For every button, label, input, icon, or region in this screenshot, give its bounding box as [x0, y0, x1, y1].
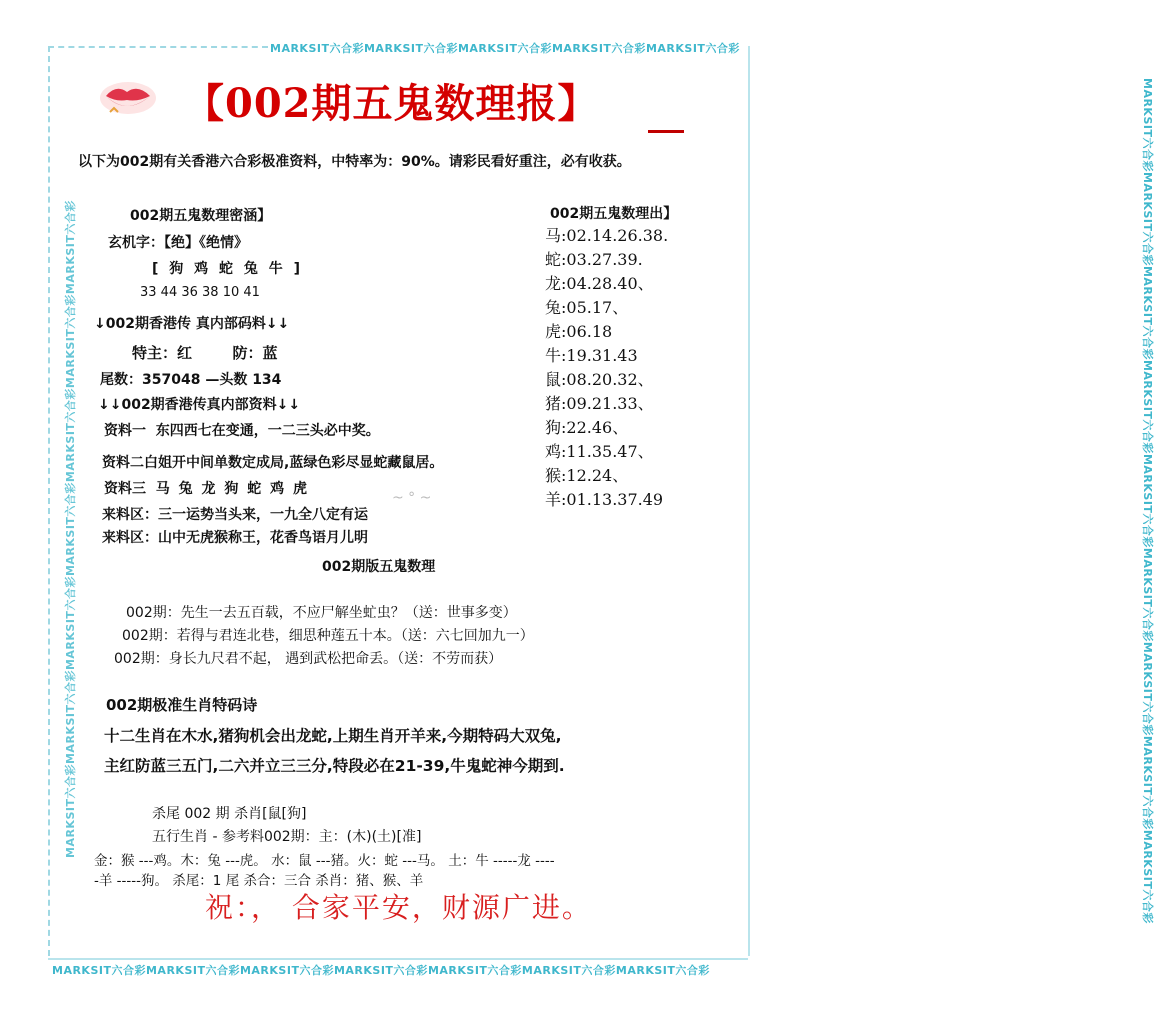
- secret-heading: 002期五鬼数理密涵】: [130, 208, 272, 224]
- data-three-label: 资料三: [104, 481, 146, 497]
- riddle-line: 002期：身长九尺君不起， 遇到武松把命丢。（送：不劳而获）: [114, 651, 503, 667]
- guard-value: 蓝: [262, 344, 278, 362]
- data-two-line: 资料二白姐开中间单数定成局,蓝绿色彩尽显蛇藏鼠居。: [102, 455, 444, 471]
- riddle-line: 002期：若得与君连北巷，细思种莲五十本。（送：六七回加九一）: [122, 628, 534, 644]
- watermark-right: MARKSIT六合彩MARKSIT六合彩MARKSIT六合彩MARKSIT六合彩MARKSIT六合彩MARKSIT六合彩MARKSIT六合彩MARKSIT六合彩MARKSIT六合彩: [1141, 78, 1154, 924]
- zodiac-row: 兔:05.17、: [545, 298, 629, 317]
- zodiac-row: 狗:22.46、: [545, 418, 629, 437]
- data-one-label: 资料一: [104, 423, 146, 439]
- poem-line-1: 十二生肖在木水,猪狗机会出龙蛇,上期生肖开羊来,今期特码大双兔,: [104, 727, 562, 745]
- zodiac-row: 马:02.14.26.38.: [545, 226, 669, 245]
- intro-text: 以下为002期有关香港六合彩极准资料，中特率为：90%。请彩民看好重注，必有收获。: [78, 154, 631, 170]
- element-line-2: -羊 -----狗。 杀尾：1 尾 杀合：三合 杀肖：猪、猴、羊: [94, 873, 424, 889]
- zodiac-row: 羊:01.13.37.49: [545, 490, 664, 509]
- zodiac-row: 鼠:08.20.32、: [545, 370, 654, 389]
- zodiac-row: 牛:19.31.43: [545, 346, 638, 365]
- mystery-line: [108, 232, 248, 252]
- kill-tail-line: 杀尾 002 期 杀肖[鼠[狗]: [152, 806, 307, 822]
- tail-head-line: 尾数：357048 —头数 134: [100, 372, 282, 388]
- element-line-1: 金：猴 ---鸡。木：兔 ---虎。 水：鼠 ---猪。火：蛇 ---马。 土：牛 -----龙 ----: [94, 853, 555, 869]
- source-one-line: 来料区：三一运势当头来，一九全八定有运: [102, 507, 368, 523]
- mystery-value: 【绝】《绝情》: [164, 235, 248, 251]
- hk-heading-2: ↓↓002期香港传真内部资料↓↓: [98, 397, 301, 413]
- data-three-line: [104, 478, 309, 498]
- hk-heading-1: ↓002期香港传 真内部码料↓↓: [94, 316, 290, 332]
- data-one-line: [104, 420, 380, 440]
- riddle-line: 002期：先生一去五百载，不应尸解坐虻虫？（送：世事多变）: [126, 605, 517, 621]
- zodiac-box: [ 狗 鸡 蛇 兔 牛 ]: [152, 261, 304, 277]
- special-main-value: 红: [177, 344, 193, 362]
- poem-heading: 002期极准生肖特码诗: [106, 696, 258, 714]
- data-one-value: 东四西七在变通，一二三头必中奖。: [155, 423, 380, 439]
- guard-label: 防：: [232, 344, 263, 362]
- zodiac-row: 猴:12.24、: [545, 466, 629, 485]
- special-line: [132, 342, 278, 363]
- page-title: 【002期五鬼数理报】: [184, 80, 599, 127]
- data-three-value: 马 兔 龙 狗 蛇 鸡 虎: [155, 481, 309, 497]
- zodiac-row: 龙:04.28.40、: [545, 274, 654, 293]
- title-rule: [648, 130, 684, 133]
- zodiac-row: 蛇:03.27.39.: [545, 250, 643, 269]
- edition-heading: 002期版五鬼数理: [322, 559, 436, 575]
- smudge-mark: ~ ° ~: [392, 490, 432, 506]
- zodiac-row: 猪:09.21.33、: [545, 394, 654, 413]
- five-elements-line: 五行生肖 - 参考料002期：主：(木)(土)[准]: [152, 829, 422, 845]
- bottom-border: [48, 958, 748, 960]
- watermark-left: MARKSIT六合彩MARKSIT六合彩MARKSIT六合彩MARKSIT六合彩MARKSIT六合彩MARKSIT六合彩MARKSIT六合彩: [64, 200, 77, 858]
- right-border: [748, 46, 750, 956]
- blessing-text: 祝：， 合家平安，财源广进。: [205, 891, 592, 924]
- poem-line-2: 主红防蓝三五门,二六并立三三分,特段必在21-39,牛鬼蛇神今期到.: [104, 757, 565, 775]
- top-border: [48, 46, 268, 48]
- mystery-label: 玄机字：: [108, 235, 164, 251]
- source-two-line: 来料区：山中无虎猴称王，花香鸟语月儿明: [102, 530, 368, 546]
- lips-logo-icon: [92, 72, 162, 124]
- zodiac-row: 虎:06.18: [545, 322, 613, 341]
- left-border: [48, 46, 50, 956]
- right-heading: 002期五鬼数理出】: [550, 206, 678, 222]
- zodiac-number-list: [545, 224, 668, 512]
- watermark-top: MARKSIT六合彩MARKSIT六合彩MARKSIT六合彩MARKSIT六合彩MARKSIT六合彩: [270, 42, 740, 55]
- number-list: 33 44 36 38 10 41: [140, 285, 260, 300]
- watermark-bottom: MARKSIT六合彩MARKSIT六合彩MARKSIT六合彩MARKSIT六合彩MARKSIT六合彩MARKSIT六合彩MARKSIT六合彩: [52, 964, 710, 977]
- special-main-label: 特主：: [132, 344, 178, 362]
- zodiac-row: 鸡:11.35.47、: [545, 442, 654, 461]
